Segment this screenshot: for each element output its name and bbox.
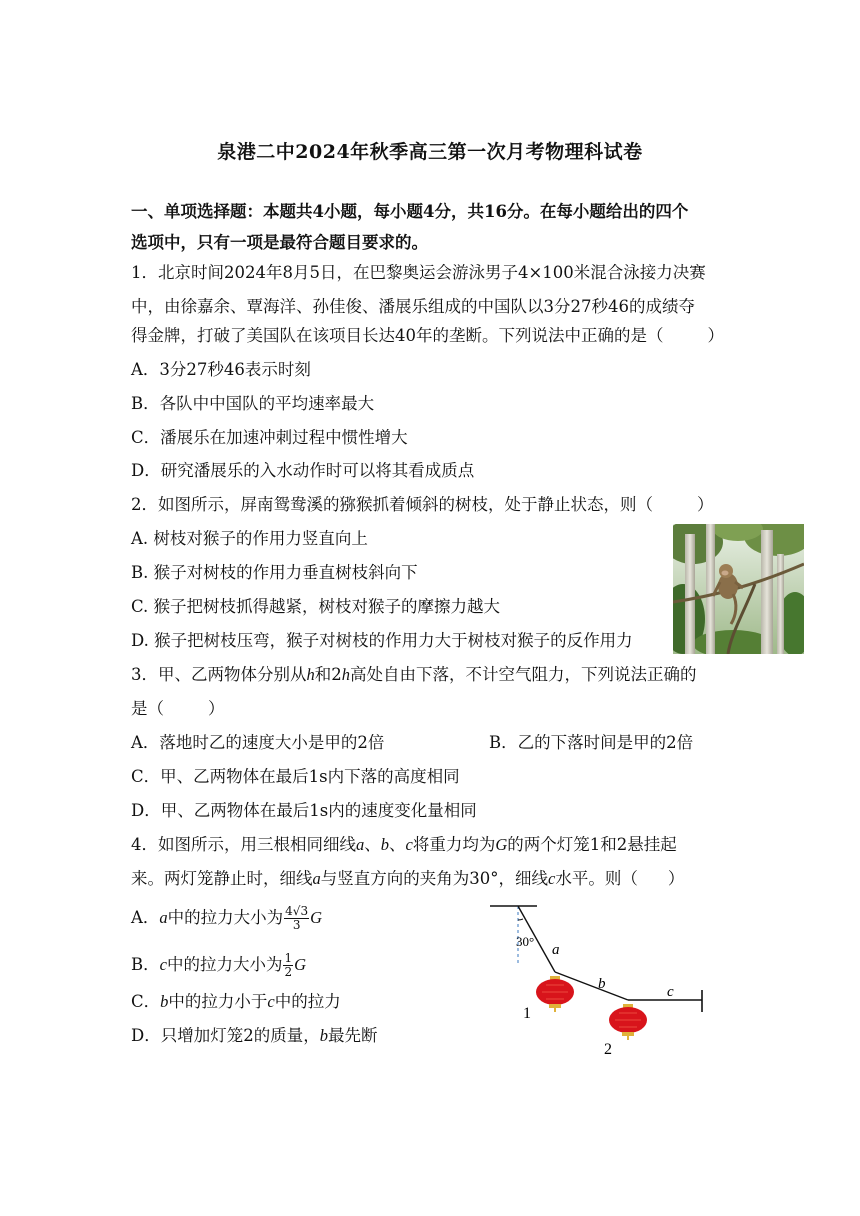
q3-var-h: h: [306, 665, 315, 684]
q1-option-a: A．3分27秒46表示时刻: [131, 360, 311, 379]
lantern-diagram: [490, 900, 720, 1060]
q1-close-paren: ）: [707, 326, 724, 345]
q3-stem-text-a: 3．甲、乙两物体分别从: [131, 665, 307, 684]
q4-a-prefix: A．: [131, 908, 160, 927]
q4-b-denominator: 2: [284, 965, 293, 979]
q4-stem-line2-a: 来。两灯笼静止时，细线: [131, 869, 313, 888]
q4-a-G: G: [310, 908, 323, 927]
q4-c-mid: 中的拉力小于: [168, 992, 268, 1011]
q4-a-denominator: 3: [292, 918, 301, 932]
q4-var-b: b: [380, 835, 389, 854]
q4-stem-line2-b: 与竖直方向的夹角为30°，细线: [320, 869, 548, 888]
q3-stem-text-b: 和2: [314, 665, 342, 684]
q4-stem-line1: [131, 835, 677, 855]
q4-b-prefix: B．: [131, 955, 160, 974]
q4-stem-line2-c: 水平。则（: [555, 869, 638, 888]
q2-option-a: A. 树枝对猴子的作用力竖直向上: [131, 529, 368, 548]
label-2: 2: [604, 1041, 612, 1058]
q4-c-var-c: c: [267, 992, 275, 1011]
q4-var-a: a: [356, 835, 365, 854]
q4-option-a: [131, 905, 322, 932]
q3-close-paren: ）: [208, 699, 225, 718]
lantern-1: [536, 976, 574, 1012]
q4-sep2: 、: [389, 835, 406, 854]
q1-option-c: C．潘展乐在加速冲刺过程中惯性增大: [131, 428, 408, 447]
q3-stem-line1: [131, 665, 697, 685]
q4-a-var: a: [159, 908, 168, 927]
angle-label: 30°: [516, 934, 535, 949]
exam-title: 泉港二中2024年秋季高三第一次月考物理科试卷: [217, 141, 643, 163]
q4-b-numerator: 1: [284, 951, 293, 965]
q4-b-fraction: [283, 952, 293, 979]
lantern-2: [609, 1004, 647, 1040]
q1-option-d: D．研究潘展乐的入水动作时可以将其看成质点: [131, 461, 475, 480]
q2-option-c: C. 猴子把树枝抓得越紧，树枝对猴子的摩擦力越大: [131, 597, 501, 616]
q4-b-var: c: [159, 955, 167, 974]
q1-stem-line3-text: 得金牌，打破了美国队在该项目长达40年的垄断。下列说法中正确的是（: [131, 326, 664, 345]
q4-a-mid: 中的拉力大小为: [167, 908, 284, 927]
q3-option-a: A．落地时乙的速度大小是甲的2倍: [131, 733, 385, 752]
q4-c-post: 中的拉力: [274, 992, 341, 1011]
q4-sep1: 、: [364, 835, 381, 854]
q1-option-b: B．各队中中国队的平均速率最大: [131, 394, 375, 413]
q2-stem: [131, 495, 714, 515]
q2-stem-text: 2．如图所示，屏南鸳鸯溪的猕猴抓着倾斜的树枝，处于静止状态，则（: [131, 495, 653, 514]
section-heading-line1: 一、单项选择题：本题共4小题，每小题4分，共16分。在每小题给出的四个: [131, 202, 689, 221]
q4-close-paren: ）: [667, 869, 685, 888]
q3-stem-text-c: 高处自由下落，不计空气阻力，下列说法正确的: [350, 665, 697, 684]
q4-b-G: G: [294, 955, 307, 974]
q4-a-fraction: [284, 905, 309, 932]
monkey-on-branch-photo: [673, 524, 804, 654]
q2-option-b: B. 猴子对树枝的作用力垂直树枝斜向下: [131, 563, 418, 582]
q3-stem-line2-text: 是（: [131, 699, 164, 718]
label-c: c: [667, 984, 674, 1000]
q1-stem-line1: 1．北京时间2024年8月5日，在巴黎奥运会游泳男子4×100米混合泳接力决赛: [131, 263, 706, 282]
q3-stem-line2: [131, 699, 225, 719]
q4-option-c: [131, 992, 341, 1012]
q4-stem-text-a: 4．如图所示，用三根相同细线: [131, 835, 356, 854]
q4-d-prefix: D．只增加灯笼2的质量，: [131, 1026, 320, 1045]
q4-c-var-b: b: [160, 992, 169, 1011]
q4-line2-var-a: a: [312, 869, 321, 888]
q3-option-c: C．甲、乙两物体在最后1s内下落的高度相同: [131, 767, 460, 786]
q4-var-c: c: [405, 835, 413, 854]
q4-b-mid: 中的拉力大小为: [166, 955, 283, 974]
q4-a-numerator: 4√3: [285, 904, 309, 918]
q3-var-h2: h: [341, 665, 350, 684]
q1-stem-line2: 中，由徐嘉余、覃海洋、孙佳俊、潘展乐组成的中国队以3分27秒46的成绩夺: [131, 297, 695, 316]
section-heading-line2: 选项中，只有一项是最符合题目要求的。: [131, 233, 428, 252]
q4-option-b: [131, 952, 306, 979]
q1-stem-line3: [131, 326, 724, 346]
q4-d-post: 最先断: [327, 1026, 378, 1045]
q3-option-b: B．乙的下落时间是甲的2倍: [489, 733, 694, 752]
label-a: a: [552, 942, 560, 958]
q4-line2-var-c: c: [548, 869, 556, 888]
q4-stem-text-b: 将重力均为: [412, 835, 496, 854]
q4-option-d: [131, 1026, 377, 1046]
q4-stem-text-c: 的两个灯笼1和2悬挂起: [507, 835, 677, 854]
q2-option-d: D. 猴子把树枝压弯，猴子对树枝的作用力大于树枝对猴子的反作用力: [131, 631, 633, 650]
q4-var-G: G: [495, 835, 508, 854]
q4-c-prefix: C．: [131, 992, 161, 1011]
angle-arc: [518, 919, 523, 920]
q3-option-d: D．甲、乙两物体在最后1s内的速度变化量相同: [131, 801, 477, 820]
label-b: b: [598, 976, 606, 992]
q2-close-paren: ）: [697, 495, 714, 514]
q4-stem-line2: [131, 869, 684, 889]
label-1: 1: [523, 1005, 531, 1022]
q4-d-var-b: b: [319, 1026, 328, 1045]
